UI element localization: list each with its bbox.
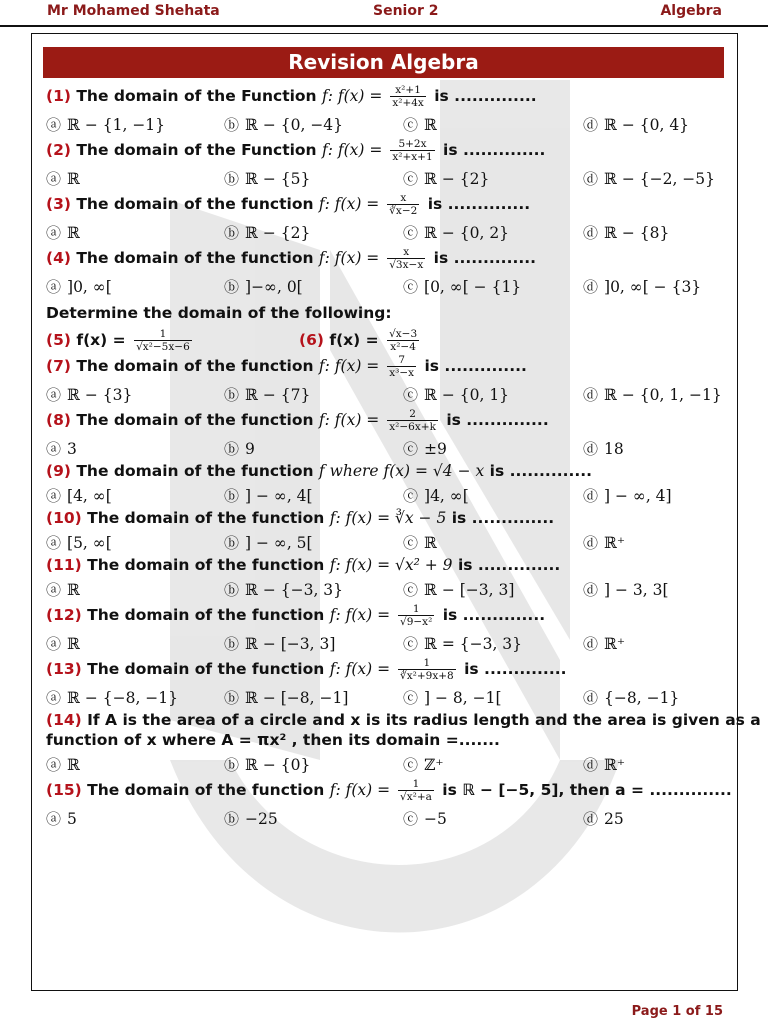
option-a[interactable] xyxy=(46,754,80,775)
question-expression: f: f(x) = xyxy=(329,781,396,799)
option-b[interactable] xyxy=(224,485,313,506)
question-expression: f: f(x) = xyxy=(322,87,388,105)
fraction xyxy=(134,328,192,353)
question-number: (8) xyxy=(46,411,77,429)
option-letter: ⓑ xyxy=(224,386,240,404)
fraction-numerator: √x−3 xyxy=(389,328,418,340)
question-number: (2) xyxy=(46,141,77,159)
option-value: ℝ − {0, 1} xyxy=(424,386,510,404)
options-row xyxy=(46,630,722,657)
question-stem xyxy=(46,408,722,433)
option-value: 25 xyxy=(604,810,624,828)
option-b[interactable] xyxy=(224,168,310,189)
header-author: Mr Mohamed Shehata xyxy=(47,3,220,19)
page-title: Revision Algebra xyxy=(43,47,724,78)
fraction xyxy=(398,603,434,628)
question-number: (6) xyxy=(299,331,330,349)
question-stem xyxy=(46,509,722,527)
options-row xyxy=(46,381,722,408)
option-value: ℝ − {3} xyxy=(67,386,133,404)
question-number: (11) xyxy=(46,556,88,574)
question-tail: is .............. xyxy=(437,606,546,624)
option-letter: ⓓ xyxy=(583,581,599,599)
option-value: [0, ∞[ − {1} xyxy=(424,278,522,296)
option-c[interactable] xyxy=(403,438,447,459)
question-text: If A is the area of a circle and x is its radius length and the area is given as a xyxy=(87,711,761,729)
question-text: The domain of the function xyxy=(76,357,319,375)
option-letter: ⓒ xyxy=(403,756,419,774)
option-letter: ⓑ xyxy=(224,534,240,552)
question-stem xyxy=(46,246,722,271)
option-letter: ⓑ xyxy=(224,440,240,458)
option-value: ℝ xyxy=(424,534,437,552)
fraction xyxy=(387,192,419,217)
question-stem xyxy=(46,462,722,480)
question-stem xyxy=(46,84,722,109)
question-list xyxy=(46,84,761,832)
fraction-denominator: x³−x xyxy=(389,367,415,379)
question-tail: is .............. xyxy=(458,660,567,678)
option-letter: ⓒ xyxy=(403,278,419,296)
option-value: ] − 3, 3[ xyxy=(604,581,669,599)
options-row xyxy=(46,684,722,711)
option-a[interactable] xyxy=(46,114,165,135)
option-letter: ⓒ xyxy=(403,440,419,458)
option-letter: ⓒ xyxy=(403,386,419,404)
option-value: ℤ⁺ xyxy=(424,756,444,774)
question-expression: f: f(x) = xyxy=(318,195,385,213)
option-letter: ⓒ xyxy=(403,689,419,707)
question-stem xyxy=(46,138,722,163)
question-tail: is .............. xyxy=(428,249,537,267)
question-expression: f where f(x) = √4 − x xyxy=(318,462,485,480)
option-letter: ⓐ xyxy=(46,116,62,134)
option-letter: ⓓ xyxy=(583,635,599,653)
question-stem xyxy=(46,556,722,574)
option-letter: ⓑ xyxy=(224,635,240,653)
question-stem xyxy=(46,711,761,729)
fraction-denominator: √x²−5x−6 xyxy=(136,341,190,353)
option-value: ℝ xyxy=(67,170,80,188)
option-d[interactable] xyxy=(583,754,625,775)
option-a[interactable] xyxy=(46,532,112,553)
options-row xyxy=(46,165,722,192)
fraction-denominator: x²+x+1 xyxy=(392,151,433,163)
option-value: ±9 xyxy=(424,440,447,458)
option-letter: ⓐ xyxy=(46,810,62,828)
option-value: ]−∞, 0[ xyxy=(245,278,303,296)
question-text: The domain of the function xyxy=(87,556,330,574)
option-a[interactable] xyxy=(46,687,178,708)
fraction xyxy=(387,246,425,271)
option-letter: ⓓ xyxy=(583,224,599,242)
question-expression: f: f(x) = xyxy=(318,411,385,429)
option-letter: ⓐ xyxy=(46,170,62,188)
question-number: (5) xyxy=(46,331,77,349)
question-6 xyxy=(299,328,422,353)
option-c[interactable] xyxy=(403,633,522,654)
question-expression: f(x) = xyxy=(329,331,385,349)
option-letter: ⓒ xyxy=(403,635,419,653)
option-letter: ⓒ xyxy=(403,170,419,188)
option-c[interactable] xyxy=(403,579,514,600)
option-letter: ⓓ xyxy=(583,278,599,296)
option-value: ] − ∞, 4] xyxy=(604,487,672,505)
option-letter: ⓓ xyxy=(583,386,599,404)
page-number: Page 1 of 15 xyxy=(631,1004,723,1019)
option-letter: ⓐ xyxy=(46,689,62,707)
question-tail: is .............. xyxy=(440,411,549,429)
question-text: The domain of the function xyxy=(76,195,319,213)
options-row xyxy=(46,111,722,138)
option-value: −25 xyxy=(245,810,278,828)
question-stem xyxy=(46,657,722,682)
question-stem xyxy=(46,603,722,628)
option-letter: ⓐ xyxy=(46,278,62,296)
option-b[interactable] xyxy=(224,754,310,775)
option-letter: ⓐ xyxy=(46,487,62,505)
option-value: ℝ − {2} xyxy=(245,224,311,242)
option-letter: ⓓ xyxy=(583,689,599,707)
options-row xyxy=(46,273,722,300)
question-text: The domain of the function xyxy=(76,462,319,480)
question-tail: is .............. xyxy=(422,195,531,213)
option-letter: ⓐ xyxy=(46,756,62,774)
option-c[interactable] xyxy=(403,532,437,553)
option-value: ℝ⁺ xyxy=(604,635,626,653)
option-c[interactable] xyxy=(403,808,447,829)
option-value: ℝ xyxy=(67,224,80,242)
fraction-numerator: 2 xyxy=(387,408,438,421)
option-letter: ⓐ xyxy=(46,635,62,653)
question-expression: f: f(x) = xyxy=(322,141,388,159)
option-value: ℝ − {0, −4} xyxy=(245,116,344,134)
question-stem xyxy=(46,192,722,217)
option-value: ℝ = {−3, 3} xyxy=(424,635,523,653)
options-row xyxy=(46,529,722,556)
fraction-numerator: 5+2x xyxy=(390,138,434,151)
option-a[interactable] xyxy=(46,276,112,297)
fraction-denominator: x²−4 xyxy=(390,341,416,353)
fraction xyxy=(390,138,434,163)
question-tail: is .............. xyxy=(428,87,537,105)
option-letter: ⓓ xyxy=(583,170,599,188)
option-value: 3 xyxy=(67,440,77,458)
option-value: ] − ∞, 5[ xyxy=(245,534,313,552)
option-value: ]4, ∞[ xyxy=(424,487,469,505)
option-value: ℝ − {−3, 3} xyxy=(245,581,344,599)
question-expression: f: f(x) = xyxy=(318,249,385,267)
question-text-continued: function of x where A = πx² , then its domain =....... xyxy=(46,731,500,749)
option-value: ℝ − {2} xyxy=(424,170,490,188)
question-tail: is ℝ − [−5, 5], then a = .............. xyxy=(436,781,732,799)
option-a[interactable] xyxy=(46,485,112,506)
option-d[interactable] xyxy=(583,168,715,189)
question-text: The domain of the function xyxy=(87,606,330,624)
option-value: ℝ − {7} xyxy=(245,386,311,404)
option-letter: ⓓ xyxy=(583,756,599,774)
option-value: ℝ xyxy=(67,635,80,653)
option-letter: ⓓ xyxy=(583,534,599,552)
option-c[interactable] xyxy=(403,276,521,297)
question-expression: f: f(x) = xyxy=(329,606,396,624)
option-value: ℝ − {1, −1} xyxy=(67,116,166,134)
option-letter: ⓓ xyxy=(583,810,599,828)
option-a[interactable] xyxy=(46,579,80,600)
option-b[interactable] xyxy=(224,532,313,553)
option-letter: ⓐ xyxy=(46,224,62,242)
fraction xyxy=(387,328,419,353)
question-expression: f: f(x) = xyxy=(318,357,385,375)
fraction-numerator: 1 xyxy=(398,603,434,616)
option-value: ] − 8, −1[ xyxy=(424,689,502,707)
option-letter: ⓐ xyxy=(46,581,62,599)
fraction-numerator: 1 xyxy=(398,778,434,791)
question-number: (10) xyxy=(46,509,88,527)
option-letter: ⓑ xyxy=(224,487,240,505)
option-value: ℝ − [−8, −1] xyxy=(245,689,349,707)
option-d[interactable] xyxy=(583,276,701,297)
option-value: ℝ − {0, 1, −1} xyxy=(604,386,722,404)
option-value: ℝ − {5} xyxy=(245,170,311,188)
option-b[interactable] xyxy=(224,687,348,708)
question-number: (7) xyxy=(46,357,77,375)
fraction-denominator: x²+4x xyxy=(392,97,424,109)
question-number: (15) xyxy=(46,781,88,799)
option-value: ]0, ∞[ − {3} xyxy=(604,278,702,296)
question-tail: is .............. xyxy=(452,556,561,574)
option-letter: ⓓ xyxy=(583,440,599,458)
options-row xyxy=(46,482,722,509)
question-tail: is .............. xyxy=(437,141,546,159)
fraction xyxy=(398,778,434,803)
option-c[interactable] xyxy=(403,114,437,135)
option-c[interactable] xyxy=(403,485,469,506)
option-value: {−8, −1} xyxy=(604,689,680,707)
question-text: The domain of the function xyxy=(76,411,319,429)
question-expression: f: f(x) = xyxy=(329,660,396,678)
question-number: (13) xyxy=(46,660,88,678)
question-number: (4) xyxy=(46,249,77,267)
fraction-numerator: x xyxy=(387,192,419,205)
option-d[interactable] xyxy=(583,808,624,829)
option-value: ] − ∞, 4[ xyxy=(245,487,313,505)
fraction-denominator: √3x−x xyxy=(389,259,424,271)
option-value: ℝ xyxy=(424,116,437,134)
option-value: 5 xyxy=(67,810,77,828)
question-text: The domain of the Function xyxy=(76,87,322,105)
fraction-denominator: √9−x² xyxy=(400,616,433,628)
question-text: The domain of the function xyxy=(87,509,330,527)
option-d[interactable] xyxy=(583,687,679,708)
question-number: (1) xyxy=(46,87,77,105)
question-expression: f: f(x) = ∛x − 5 xyxy=(329,509,447,527)
question-text: The domain of the function xyxy=(87,781,330,799)
options-row xyxy=(46,219,722,246)
option-a[interactable] xyxy=(46,633,80,654)
option-b[interactable] xyxy=(224,438,255,459)
option-letter: ⓓ xyxy=(583,116,599,134)
question-text: The domain of the function xyxy=(87,660,330,678)
option-a[interactable] xyxy=(46,384,132,405)
option-value: ℝ xyxy=(67,581,80,599)
option-value: ℝ − {0, 2} xyxy=(424,224,510,242)
fraction-denominator: ∛x²+9x+8 xyxy=(400,670,454,682)
option-c[interactable] xyxy=(403,754,444,775)
option-d[interactable] xyxy=(583,222,669,243)
option-c[interactable] xyxy=(403,687,502,708)
option-letter: ⓑ xyxy=(224,810,240,828)
fraction xyxy=(387,354,416,379)
question-stem xyxy=(46,778,732,803)
options-row xyxy=(46,751,722,778)
option-b[interactable] xyxy=(224,384,310,405)
header-grade: Senior 2 xyxy=(373,3,439,19)
option-d[interactable] xyxy=(583,633,625,654)
option-value: ℝ − [−3, 3] xyxy=(245,635,336,653)
question-text: The domain of the function xyxy=(76,249,319,267)
option-value: 9 xyxy=(245,440,255,458)
question-stem xyxy=(46,354,722,379)
question-number: (14) xyxy=(46,711,88,729)
fraction-denominator: x²−6x+k xyxy=(389,421,436,433)
option-letter: ⓑ xyxy=(224,756,240,774)
option-value: 18 xyxy=(604,440,624,458)
question-tail: is .............. xyxy=(446,509,555,527)
options-row xyxy=(46,435,722,462)
section-instruction: Determine the domain of the following: xyxy=(46,304,392,322)
option-b[interactable] xyxy=(224,114,343,135)
option-b[interactable] xyxy=(224,222,310,243)
option-value: ℝ − {−2, −5} xyxy=(604,170,716,188)
option-a[interactable] xyxy=(46,222,80,243)
fraction-denominator: ∛x−2 xyxy=(389,205,418,217)
option-letter: ⓓ xyxy=(583,487,599,505)
option-a[interactable] xyxy=(46,438,77,459)
question-expression: f(x) = xyxy=(76,331,132,349)
option-letter: ⓑ xyxy=(224,116,240,134)
question-expression: f: f(x) = √x² + 9 xyxy=(329,556,453,574)
option-letter: ⓑ xyxy=(224,170,240,188)
option-letter: ⓒ xyxy=(403,224,419,242)
option-value: ℝ − {0} xyxy=(245,756,311,774)
option-d[interactable] xyxy=(583,384,722,405)
fraction xyxy=(387,408,438,433)
option-d[interactable] xyxy=(583,485,672,506)
option-value: [4, ∞[ xyxy=(67,487,112,505)
option-b[interactable] xyxy=(224,808,278,829)
header-divider xyxy=(0,25,768,27)
option-a[interactable] xyxy=(46,808,77,829)
option-letter: ⓐ xyxy=(46,386,62,404)
question-number: (12) xyxy=(46,606,88,624)
option-letter: ⓒ xyxy=(403,116,419,134)
option-value: ]0, ∞[ xyxy=(67,278,112,296)
option-letter: ⓑ xyxy=(224,581,240,599)
fraction-numerator: x xyxy=(387,246,425,259)
fraction-numerator: 1 xyxy=(398,657,456,670)
fraction-numerator: 7 xyxy=(387,354,416,367)
question-text: The domain of the Function xyxy=(76,141,322,159)
option-value: ℝ − [−3, 3] xyxy=(424,581,515,599)
option-value: ℝ − {8} xyxy=(604,224,670,242)
question-tail: is .............. xyxy=(419,357,527,375)
option-letter: ⓒ xyxy=(403,487,419,505)
option-letter: ⓑ xyxy=(224,278,240,296)
options-row xyxy=(46,805,722,832)
option-letter: ⓑ xyxy=(224,224,240,242)
option-letter: ⓐ xyxy=(46,534,62,552)
fraction xyxy=(398,657,456,682)
fraction-denominator: √x²+a xyxy=(400,791,432,803)
option-letter: ⓒ xyxy=(403,810,419,828)
question-number: (3) xyxy=(46,195,77,213)
option-letter: ⓒ xyxy=(403,534,419,552)
question-5 xyxy=(46,328,195,353)
option-d[interactable] xyxy=(583,438,624,459)
fraction-numerator: 1 xyxy=(134,328,192,341)
option-value: ℝ xyxy=(67,756,80,774)
option-b[interactable] xyxy=(224,633,335,654)
option-value: ℝ − {0, 4} xyxy=(604,116,690,134)
option-value: ℝ⁺ xyxy=(604,756,626,774)
option-b[interactable] xyxy=(224,579,343,600)
option-c[interactable] xyxy=(403,168,489,189)
option-b[interactable] xyxy=(224,276,303,297)
option-letter: ⓐ xyxy=(46,440,62,458)
fraction xyxy=(390,84,426,109)
option-value: ℝ⁺ xyxy=(604,534,626,552)
option-value: ℝ − {−8, −1} xyxy=(67,689,179,707)
option-letter: ⓒ xyxy=(403,581,419,599)
question-number: (9) xyxy=(46,462,77,480)
header-subject: Algebra xyxy=(660,3,722,19)
option-d[interactable] xyxy=(583,114,689,135)
options-row xyxy=(46,576,722,603)
option-d[interactable] xyxy=(583,579,669,600)
fraction-numerator: x²+1 xyxy=(390,84,426,97)
option-value: [5, ∞[ xyxy=(67,534,112,552)
question-tail: is .............. xyxy=(484,462,593,480)
option-c[interactable] xyxy=(403,384,509,405)
option-value: −5 xyxy=(424,810,447,828)
option-letter: ⓑ xyxy=(224,689,240,707)
option-c[interactable] xyxy=(403,222,509,243)
question-pair-5-6 xyxy=(46,324,722,354)
option-a[interactable] xyxy=(46,168,80,189)
option-d[interactable] xyxy=(583,532,625,553)
